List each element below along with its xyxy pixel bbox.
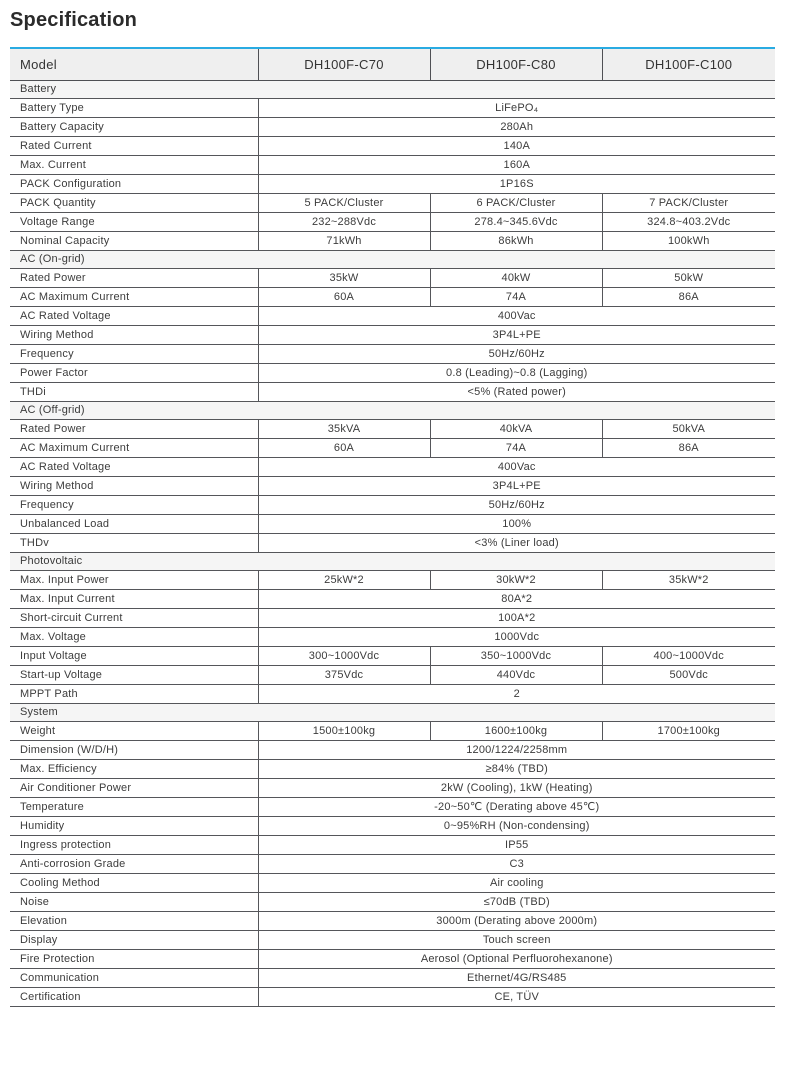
spec-row-value: 375Vdc <box>258 665 430 684</box>
spec-row-value-span: ≥84% (TBD) <box>258 759 775 778</box>
spec-row-value: 35kVA <box>258 419 430 438</box>
spec-row <box>10 892 775 911</box>
spec-row-value: 50kVA <box>602 419 775 438</box>
spec-row-value: 40kVA <box>430 419 602 438</box>
spec-row-value-span: 3P4L+PE <box>258 476 775 495</box>
spec-row <box>10 438 775 457</box>
spec-row <box>10 570 775 589</box>
spec-row <box>10 627 775 646</box>
spec-row-label: Frequency <box>10 344 258 363</box>
spec-row <box>10 608 775 627</box>
spec-row-label: Voltage Range <box>10 212 258 231</box>
spec-row <box>10 457 775 476</box>
spec-row <box>10 212 775 231</box>
spec-row-value-span: ≤70dB (TBD) <box>258 892 775 911</box>
spec-row-value: 74A <box>430 438 602 457</box>
spec-row-value-span: 3P4L+PE <box>258 325 775 344</box>
section-header-row <box>10 250 775 268</box>
spec-row-label: Power Factor <box>10 363 258 382</box>
spec-row-value-span: 2kW (Cooling), 1kW (Heating) <box>258 778 775 797</box>
spec-row-label: THDi <box>10 382 258 401</box>
spec-row <box>10 306 775 325</box>
spec-row-label: PACK Quantity <box>10 193 258 212</box>
spec-row <box>10 589 775 608</box>
spec-row <box>10 382 775 401</box>
spec-row-value: 7 PACK/Cluster <box>602 193 775 212</box>
spec-row-value-span: Touch screen <box>258 930 775 949</box>
spec-row <box>10 911 775 930</box>
spec-row-value-span: 1200/1224/2258mm <box>258 740 775 759</box>
spec-row-value-span: 400Vac <box>258 306 775 325</box>
spec-row-value-span: 160A <box>258 155 775 174</box>
spec-row-label: MPPT Path <box>10 684 258 703</box>
spec-row-value: 25kW*2 <box>258 570 430 589</box>
spec-row-label: Unbalanced Load <box>10 514 258 533</box>
spec-row-label: Input Voltage <box>10 646 258 665</box>
spec-row-value-span: 0.8 (Leading)~0.8 (Lagging) <box>258 363 775 382</box>
spec-row-value-span: Ethernet/4G/RS485 <box>258 968 775 987</box>
spec-row-value-span: 400Vac <box>258 457 775 476</box>
model-column-header-c100: DH100F-C100 <box>602 48 775 80</box>
spec-row-label: Temperature <box>10 797 258 816</box>
spec-row-label: AC Rated Voltage <box>10 457 258 476</box>
spec-row-value-span: CE, TÜV <box>258 987 775 1006</box>
spec-row <box>10 721 775 740</box>
spec-row-value: 71kWh <box>258 231 430 250</box>
spec-row <box>10 854 775 873</box>
model-header-row <box>10 48 775 80</box>
spec-row-value-span: 80A*2 <box>258 589 775 608</box>
spec-row-label: Rated Current <box>10 136 258 155</box>
section-header-row <box>10 703 775 721</box>
section-title: AC (On-grid) <box>10 250 775 268</box>
spec-row <box>10 533 775 552</box>
spec-row-label: Display <box>10 930 258 949</box>
section-header-row <box>10 552 775 570</box>
spec-row <box>10 174 775 193</box>
spec-row <box>10 136 775 155</box>
spec-row <box>10 98 775 117</box>
spec-row <box>10 193 775 212</box>
spec-row <box>10 759 775 778</box>
spec-row-value-span: 100A*2 <box>258 608 775 627</box>
spec-row-value: 86A <box>602 438 775 457</box>
spec-row-label: Max. Input Current <box>10 589 258 608</box>
spec-row-label: Fire Protection <box>10 949 258 968</box>
spec-row-label: Rated Power <box>10 419 258 438</box>
spec-row-label: Certification <box>10 987 258 1006</box>
spec-row-label: Dimension (W/D/H) <box>10 740 258 759</box>
spec-row <box>10 740 775 759</box>
spec-row <box>10 949 775 968</box>
spec-row-value: 400~1000Vdc <box>602 646 775 665</box>
spec-row-label: Start-up Voltage <box>10 665 258 684</box>
spec-row-label: Elevation <box>10 911 258 930</box>
section-title: Battery <box>10 80 775 98</box>
spec-row <box>10 363 775 382</box>
spec-row-label: Max. Input Power <box>10 570 258 589</box>
spec-row-value: 60A <box>258 438 430 457</box>
spec-row-value-span: 2 <box>258 684 775 703</box>
spec-row-value-span: -20~50℃ (Derating above 45℃) <box>258 797 775 816</box>
spec-row-value-span: C3 <box>258 854 775 873</box>
spec-row-value-span: 280Ah <box>258 117 775 136</box>
spec-row-label: Nominal Capacity <box>10 231 258 250</box>
spec-row <box>10 930 775 949</box>
spec-row <box>10 344 775 363</box>
model-header-label: Model <box>10 48 258 80</box>
spec-row-value: 278.4~345.6Vdc <box>430 212 602 231</box>
spec-row-label: Air Conditioner Power <box>10 778 258 797</box>
spec-row-label: Rated Power <box>10 268 258 287</box>
spec-row-label: Ingress protection <box>10 835 258 854</box>
spec-row-label: Wiring Method <box>10 325 258 344</box>
spec-row <box>10 968 775 987</box>
page-title: Specification <box>10 9 138 31</box>
section-title: Photovoltaic <box>10 552 775 570</box>
spec-row-value-span: 1000Vdc <box>258 627 775 646</box>
spec-row <box>10 476 775 495</box>
spec-row-label: Weight <box>10 721 258 740</box>
section-header-row <box>10 80 775 98</box>
spec-row-value: 30kW*2 <box>430 570 602 589</box>
spec-row <box>10 665 775 684</box>
model-column-header-c80: DH100F-C80 <box>430 48 602 80</box>
spec-row-value: 1500±100kg <box>258 721 430 740</box>
spec-row-label: Noise <box>10 892 258 911</box>
spec-row-value: 324.8~403.2Vdc <box>602 212 775 231</box>
spec-row-value-span: 140A <box>258 136 775 155</box>
spec-row <box>10 797 775 816</box>
spec-row-value: 35kW*2 <box>602 570 775 589</box>
spec-row-value-span: 0~95%RH (Non-condensing) <box>258 816 775 835</box>
spec-row <box>10 646 775 665</box>
spec-row <box>10 778 775 797</box>
spec-row-label: Frequency <box>10 495 258 514</box>
spec-row-value-span: 3000m (Derating above 2000m) <box>258 911 775 930</box>
spec-row <box>10 835 775 854</box>
spec-row <box>10 287 775 306</box>
spec-table <box>10 47 775 1007</box>
spec-row <box>10 816 775 835</box>
spec-row-label: Anti-corrosion Grade <box>10 854 258 873</box>
spec-row-value: 1700±100kg <box>602 721 775 740</box>
model-column-header-c70: DH100F-C70 <box>258 48 430 80</box>
spec-row-label: AC Rated Voltage <box>10 306 258 325</box>
spec-row-value: 440Vdc <box>430 665 602 684</box>
spec-row-label: Cooling Method <box>10 873 258 892</box>
spec-row-value: 350~1000Vdc <box>430 646 602 665</box>
section-header-row <box>10 401 775 419</box>
spec-row-value-span: Aerosol (Optional Perfluorohexanone) <box>258 949 775 968</box>
spec-row-label: Humidity <box>10 816 258 835</box>
spec-row-value-span: IP55 <box>258 835 775 854</box>
spec-row-value-span: 50Hz/60Hz <box>258 495 775 514</box>
spec-row <box>10 873 775 892</box>
spec-row <box>10 987 775 1006</box>
spec-row-value: 50kW <box>602 268 775 287</box>
spec-row-value: 1600±100kg <box>430 721 602 740</box>
spec-row <box>10 514 775 533</box>
spec-row-value: 60A <box>258 287 430 306</box>
spec-row-value: 40kW <box>430 268 602 287</box>
spec-row <box>10 495 775 514</box>
spec-row <box>10 325 775 344</box>
spec-row-value: 86A <box>602 287 775 306</box>
spec-row-value-span: Air cooling <box>258 873 775 892</box>
spec-row-label: AC Maximum Current <box>10 438 258 457</box>
spec-row <box>10 684 775 703</box>
spec-row-label: Wiring Method <box>10 476 258 495</box>
spec-row-label: PACK Configuration <box>10 174 258 193</box>
spec-row-value: 5 PACK/Cluster <box>258 193 430 212</box>
spec-row-value-span: 1P16S <box>258 174 775 193</box>
spec-row-value-span: LiFePO₄ <box>258 98 775 117</box>
spec-row <box>10 231 775 250</box>
spec-row-value: 232~288Vdc <box>258 212 430 231</box>
section-title: System <box>10 703 775 721</box>
spec-row-label: Battery Capacity <box>10 117 258 136</box>
spec-row-label: Short-circuit Current <box>10 608 258 627</box>
spec-row-label: Max. Voltage <box>10 627 258 646</box>
spec-row <box>10 419 775 438</box>
spec-row-value: 86kWh <box>430 231 602 250</box>
spec-row <box>10 155 775 174</box>
spec-row-value-span: <3% (Liner load) <box>258 533 775 552</box>
spec-row-value: 300~1000Vdc <box>258 646 430 665</box>
spec-row-value: 100kWh <box>602 231 775 250</box>
spec-row <box>10 268 775 287</box>
spec-row-value-span: 50Hz/60Hz <box>258 344 775 363</box>
spec-row-value: 35kW <box>258 268 430 287</box>
spec-row-value-span: 100% <box>258 514 775 533</box>
spec-row-label: AC Maximum Current <box>10 287 258 306</box>
spec-row-label: Max. Efficiency <box>10 759 258 778</box>
spec-row-label: Battery Type <box>10 98 258 117</box>
spec-row-label: Communication <box>10 968 258 987</box>
spec-row-label: Max. Current <box>10 155 258 174</box>
spec-row-label: THDv <box>10 533 258 552</box>
section-title: AC (Off-grid) <box>10 401 775 419</box>
spec-row-value: 74A <box>430 287 602 306</box>
spec-row-value: 6 PACK/Cluster <box>430 193 602 212</box>
spec-row-value: 500Vdc <box>602 665 775 684</box>
spec-row <box>10 117 775 136</box>
spec-row-value-span: <5% (Rated power) <box>258 382 775 401</box>
